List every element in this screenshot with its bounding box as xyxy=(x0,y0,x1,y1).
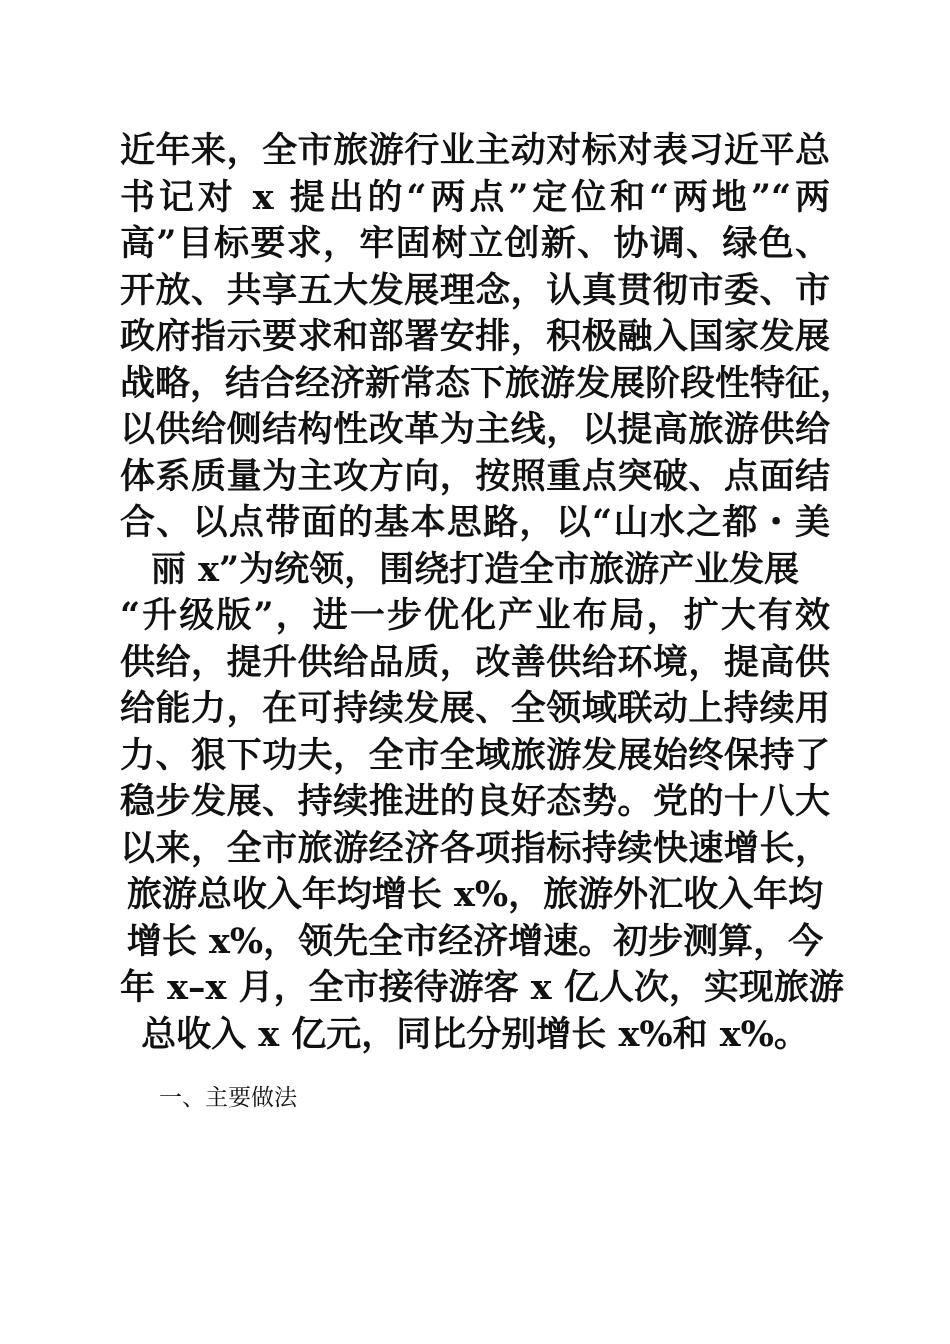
paragraph-line: 政府指示要求和部署安排，积极融入国家发展 xyxy=(120,316,830,357)
paragraph-line: 以来，全市旅游经济各项指标持续快速增长， xyxy=(120,827,830,869)
body-paragraph xyxy=(120,128,856,1058)
paragraph-line: 近年来，全市旅游行业主动对标对表习近平总 xyxy=(120,130,830,171)
paragraph-line: 合、以点带面的基本思路，以“山水之都・美 xyxy=(120,502,830,543)
paragraph-line: 供给，提升供给品质，改善供给环境，提高供 xyxy=(120,641,830,683)
paragraph-line: 给能力，在可持续发展、全领域联动上持续用 xyxy=(120,688,830,729)
section-heading: 一、主要做法 xyxy=(159,1085,297,1111)
paragraph-line: 稳步发展、持续推进的良好态势。党的十八大 xyxy=(120,781,830,822)
paragraph-line: 体系质量为主攻方向，按照重点突破、点面结 xyxy=(120,455,830,497)
paragraph-line: “升级版”，进一步优化产业布局，扩大有效 xyxy=(120,595,830,636)
paragraph-line: 力、狠下功夫，全市全域旅游发展始终保持了 xyxy=(120,734,830,776)
paragraph-line: 高”目标要求，牢固树立创新、协调、绿色、 xyxy=(120,223,830,264)
paragraph-line: 丽 x”为统领，围绕打造全市旅游产业发展 xyxy=(150,548,800,590)
paragraph-line: 以供给侧结构性改革为主线，以提高旅游供给 xyxy=(120,409,830,450)
paragraph-line: 总收入 x 亿元，同比分别增长 x%和 x%。 xyxy=(141,1013,809,1055)
paragraph-line: 年 x–x 月，全市接待游客 x 亿人次，实现旅游 xyxy=(120,967,844,1008)
paragraph-line: 旅游总收入年均增长 x%，旅游外汇收入年均 xyxy=(126,874,824,915)
paragraph-line: 增长 x%，领先全市经济增速。初步测算，今 xyxy=(126,920,824,962)
paragraph-line: 书记对 x 提出的“两点”定位和“两地”“两 xyxy=(120,176,830,218)
paragraph-line: 开放、共享五大发展理念，认真贯彻市委、市 xyxy=(120,269,830,311)
paragraph-line: 战略，结合经济新常态下旅游发展阶段性特征， xyxy=(120,362,856,404)
